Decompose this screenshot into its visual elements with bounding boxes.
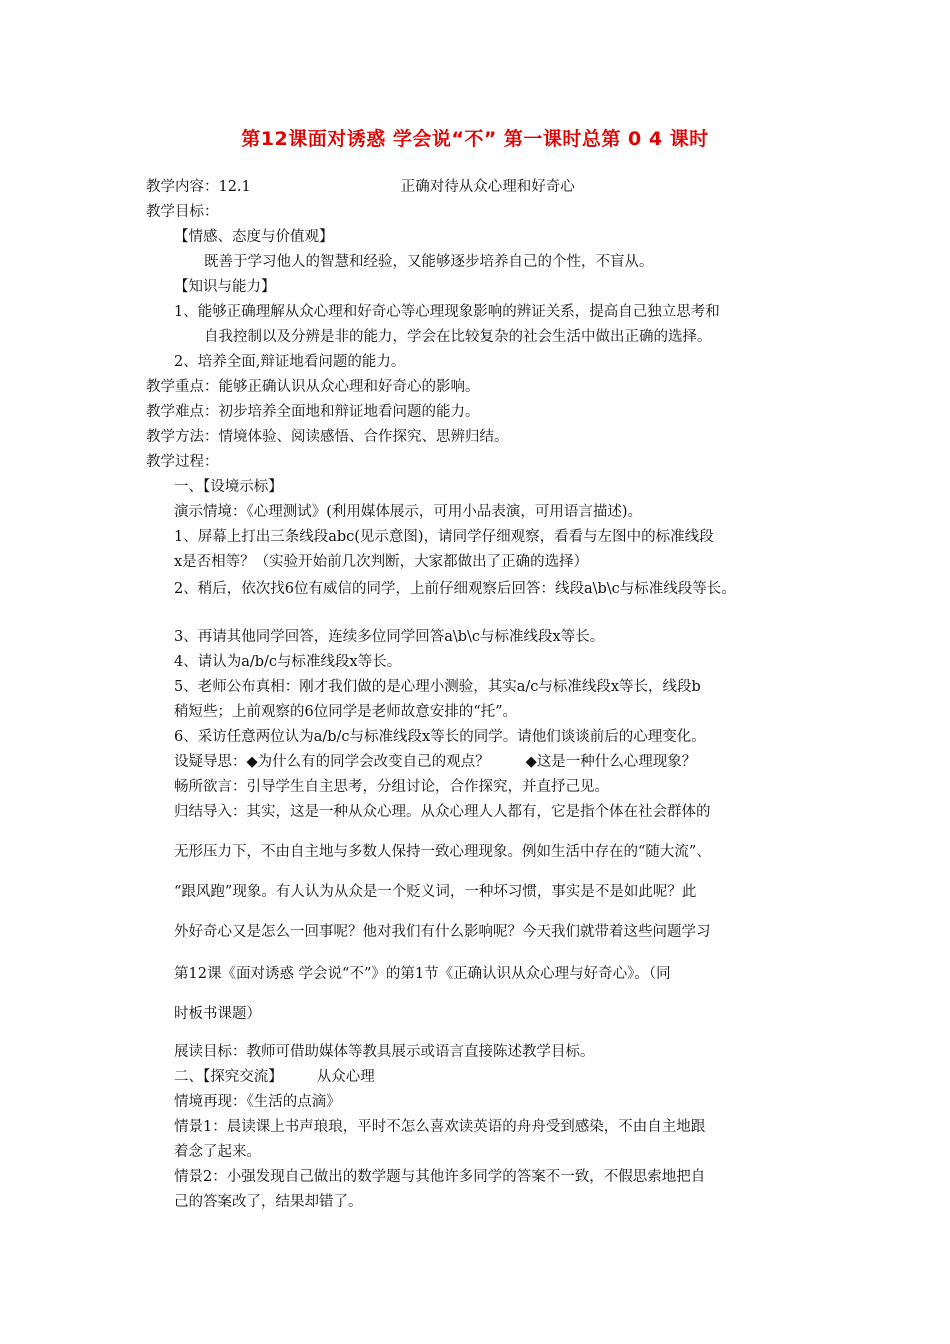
doubt-line (174, 752, 696, 772)
show-goal: 展读目标：教师可借助媒体等教具展示或语言直接陈述教学目标。 (174, 1044, 595, 1060)
scene-reenact: 情境再现：《生活的点滴》 (174, 1094, 341, 1110)
doubt-question-1: 设疑导思：◆为什么有的同学会改变自己的观点？ (174, 754, 490, 770)
doubt-question-2: ◆这是一种什么心理现象？ (525, 754, 697, 770)
goal-label: 教学目标： (146, 204, 219, 220)
lesson-title: 第12课面对诱惑 学会说“不” 第一课时总第 0 4 课时 (241, 128, 709, 150)
method: 教学方法：情境体验、阅读感悟、合作探究、思辨归结。 (146, 429, 509, 445)
step-1b: x是否相等？（实验开始前几次判断，大家都做出了正确的选择） (174, 554, 589, 570)
difficulty: 教学难点：初步培养全面地和辩证地看问题的能力。 (146, 404, 480, 420)
summary-line-2: 无形压力下，不由自主地与多数人保持一致心理现象。例如生活中存在的“随大流”、 (174, 844, 711, 860)
demo-scene: 演示情境：《心理测试》(利用媒体展示，可用小品表演，可用语言描述)。 (174, 504, 643, 520)
summary-line-3: “跟风跑”现象。有人认为从众是一个贬义词，一种坏习惯，事实是不是如此呢？此 (174, 884, 697, 900)
section-2-heading (174, 1067, 375, 1087)
knowledge-heading: 【知识与能力】 (174, 279, 276, 295)
knowledge-item-1a: 1、能够正确理解从众心理和好奇心等心理现象影响的辨证关系，提高自己独立思考和 (174, 304, 720, 320)
emotion-heading: 【情感、态度与价值观】 (174, 229, 334, 245)
step-6: 6、采访任意两位认为a/b/c与标准线段x等长的同学。请他们谈谈前后的心理变化。 (174, 729, 706, 745)
free-talk: 畅所欲言：引导学生自主思考，分组讨论，合作探究，并直抒己见。 (174, 779, 609, 795)
step-2: 2、稍后，依次找6位有威信的同学，上前仔细观察后回答：线段a\b\c与标准线段等长。 (174, 581, 736, 597)
step-5a: 5、老师公布真相：刚才我们做的是心理小测验，其实a/c与标准线段x等长，线段b (174, 679, 701, 695)
summary-line-4: 外好奇心又是怎么一回事呢？他对我们有什么影响呢？今天我们就带着这些问题学习 (174, 924, 711, 940)
content-label: 教学内容：12.1 (146, 179, 251, 195)
step-3: 3、再请其他同学回答，连续多位同学回答a\b\c与标准线段x等长。 (174, 629, 605, 645)
key-point: 教学重点：能够正确认识从众心理和好奇心的影响。 (146, 379, 480, 395)
summary-line-6: 时板书课题） (174, 1006, 261, 1022)
section-1-heading: 一、【设境示标】 (174, 479, 283, 495)
summary-line-1: 归结导入：其实，这是一种从众心理。从众心理人人都有，它是指个体在社会群体的 (174, 804, 711, 820)
emotion-text: 既善于学习他人的智慧和经验，又能够逐步培养自己的个性，不盲从。 (204, 254, 654, 270)
case-2b: 己的答案改了，结果却错了。 (174, 1194, 363, 1210)
content-value: 正确对待从众心理和好奇心 (400, 179, 575, 195)
case-1a: 情景1：晨读课上书声琅琅，平时不怎么喜欢读英语的舟舟受到感染，不由自主地跟 (174, 1119, 706, 1135)
case-1b: 着念了起来。 (174, 1144, 261, 1160)
case-2a: 情景2：小强发现自己做出的数学题与其他许多同学的答案不一致，不假思索地把自 (174, 1169, 706, 1185)
section-2-label: 二、【探究交流】 (174, 1069, 283, 1085)
step-5b: 稍短些；上前观察的6位同学是老师故意安排的“托”。 (174, 704, 518, 720)
step-4: 4、请认为a/b/c与标准线段x等长。 (174, 654, 402, 670)
step-1a: 1、屏幕上打出三条线段abc(见示意图)，请同学仔细观察，看看与左图中的标准线段 (174, 529, 714, 545)
summary-line-5: 第12课《面对诱惑 学会说“不”》的第1节《正确认识从众心理与好奇心》。（同 (174, 966, 671, 982)
section-2-topic: 从众心理 (316, 1069, 375, 1085)
content-line (146, 177, 575, 197)
process-label: 教学过程： (146, 454, 219, 470)
knowledge-item-1b: 自我控制以及分辨是非的能力，学会在比较复杂的社会生活中做出正确的选择。 (204, 329, 712, 345)
knowledge-item-2: 2、培养全面,辩证地看问题的能力。 (174, 354, 406, 370)
